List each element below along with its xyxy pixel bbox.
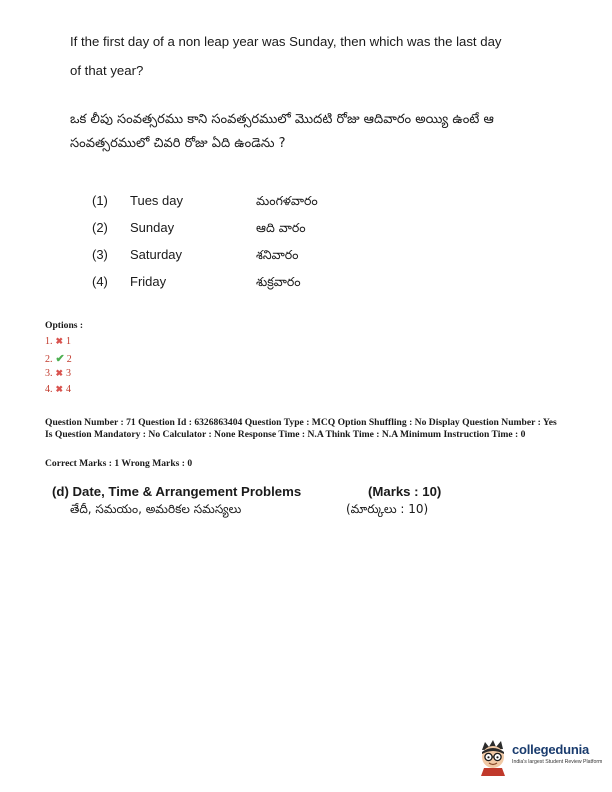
cross-icon: ✖ bbox=[55, 368, 64, 378]
mascot-icon bbox=[476, 738, 510, 776]
choice-telugu: శుక్రవారం bbox=[256, 274, 301, 289]
option-value: 1 bbox=[66, 336, 72, 347]
choice-english: Tues day bbox=[130, 193, 183, 208]
check-icon: ✔ bbox=[55, 353, 65, 365]
logo-tagline: India's largest Student Review Platform bbox=[512, 759, 603, 765]
question-text-telugu: ఒక లీపు సంవత్సరము కాని సంవత్సరములో మొదటి రోజు ఆదివారం అయ్యి ఉంటే ఆ సంవత్సరములో చివరి రోజు ఏది ఉండెను ? bbox=[70, 112, 494, 151]
choice-number: (4) bbox=[92, 274, 108, 289]
option-label: 4. bbox=[45, 384, 53, 395]
option-label: 2. bbox=[45, 354, 53, 365]
choice-english: Friday bbox=[130, 274, 167, 289]
choice-number: (1) bbox=[92, 193, 108, 208]
logo-name: collegedunia bbox=[512, 742, 590, 757]
option-value: 2 bbox=[66, 354, 72, 365]
choice-row bbox=[92, 247, 392, 269]
option-item bbox=[45, 384, 165, 399]
options-title: Options : bbox=[45, 320, 84, 331]
question-text-english: If the first day of a non leap year was Sunday, then which was the last day of that year? bbox=[70, 34, 502, 78]
choice-row bbox=[92, 220, 392, 242]
option-label: 1. bbox=[45, 336, 53, 347]
cross-icon: ✖ bbox=[55, 384, 64, 394]
question-metadata: Question Number : 71 Question Id : 6326863404 Question Type : MCQ Option Shuffling : No Display Question Number : Yes Is Question Mandatory : No Calculator : None Response Time : N.A Think Time : N.A Minimum Instruction Time : 0 bbox=[45, 417, 557, 440]
choice-telugu: మంగళవారం bbox=[256, 193, 318, 208]
choice-number: (3) bbox=[92, 247, 108, 262]
choice-row bbox=[92, 193, 392, 215]
choice-english: Saturday bbox=[130, 247, 183, 262]
section-title-telugu: తేదీ, సమయం, అమరికల సమస్యలు bbox=[70, 502, 242, 516]
option-value: 4 bbox=[66, 384, 72, 395]
choice-number: (2) bbox=[92, 220, 108, 235]
option-value: 3 bbox=[66, 368, 72, 379]
option-item bbox=[45, 352, 165, 367]
section-title-english: (d) Date, Time & Arrangement Problems bbox=[52, 484, 302, 499]
choice-english: Sunday bbox=[130, 220, 175, 235]
section-marks-telugu: (మార్కులు : 10) bbox=[346, 502, 429, 516]
marks-info: Correct Marks : 1 Wrong Marks : 0 bbox=[45, 458, 193, 469]
option-label: 3. bbox=[45, 368, 53, 379]
cross-icon: ✖ bbox=[55, 336, 64, 346]
option-item bbox=[45, 368, 165, 383]
section-marks-english: (Marks : 10) bbox=[368, 484, 442, 499]
choice-telugu: శనివారం bbox=[256, 247, 299, 262]
collegedunia-logo bbox=[476, 738, 606, 778]
choice-row bbox=[92, 274, 392, 296]
choice-telugu: ఆది వారం bbox=[256, 220, 306, 235]
option-item bbox=[45, 336, 165, 351]
